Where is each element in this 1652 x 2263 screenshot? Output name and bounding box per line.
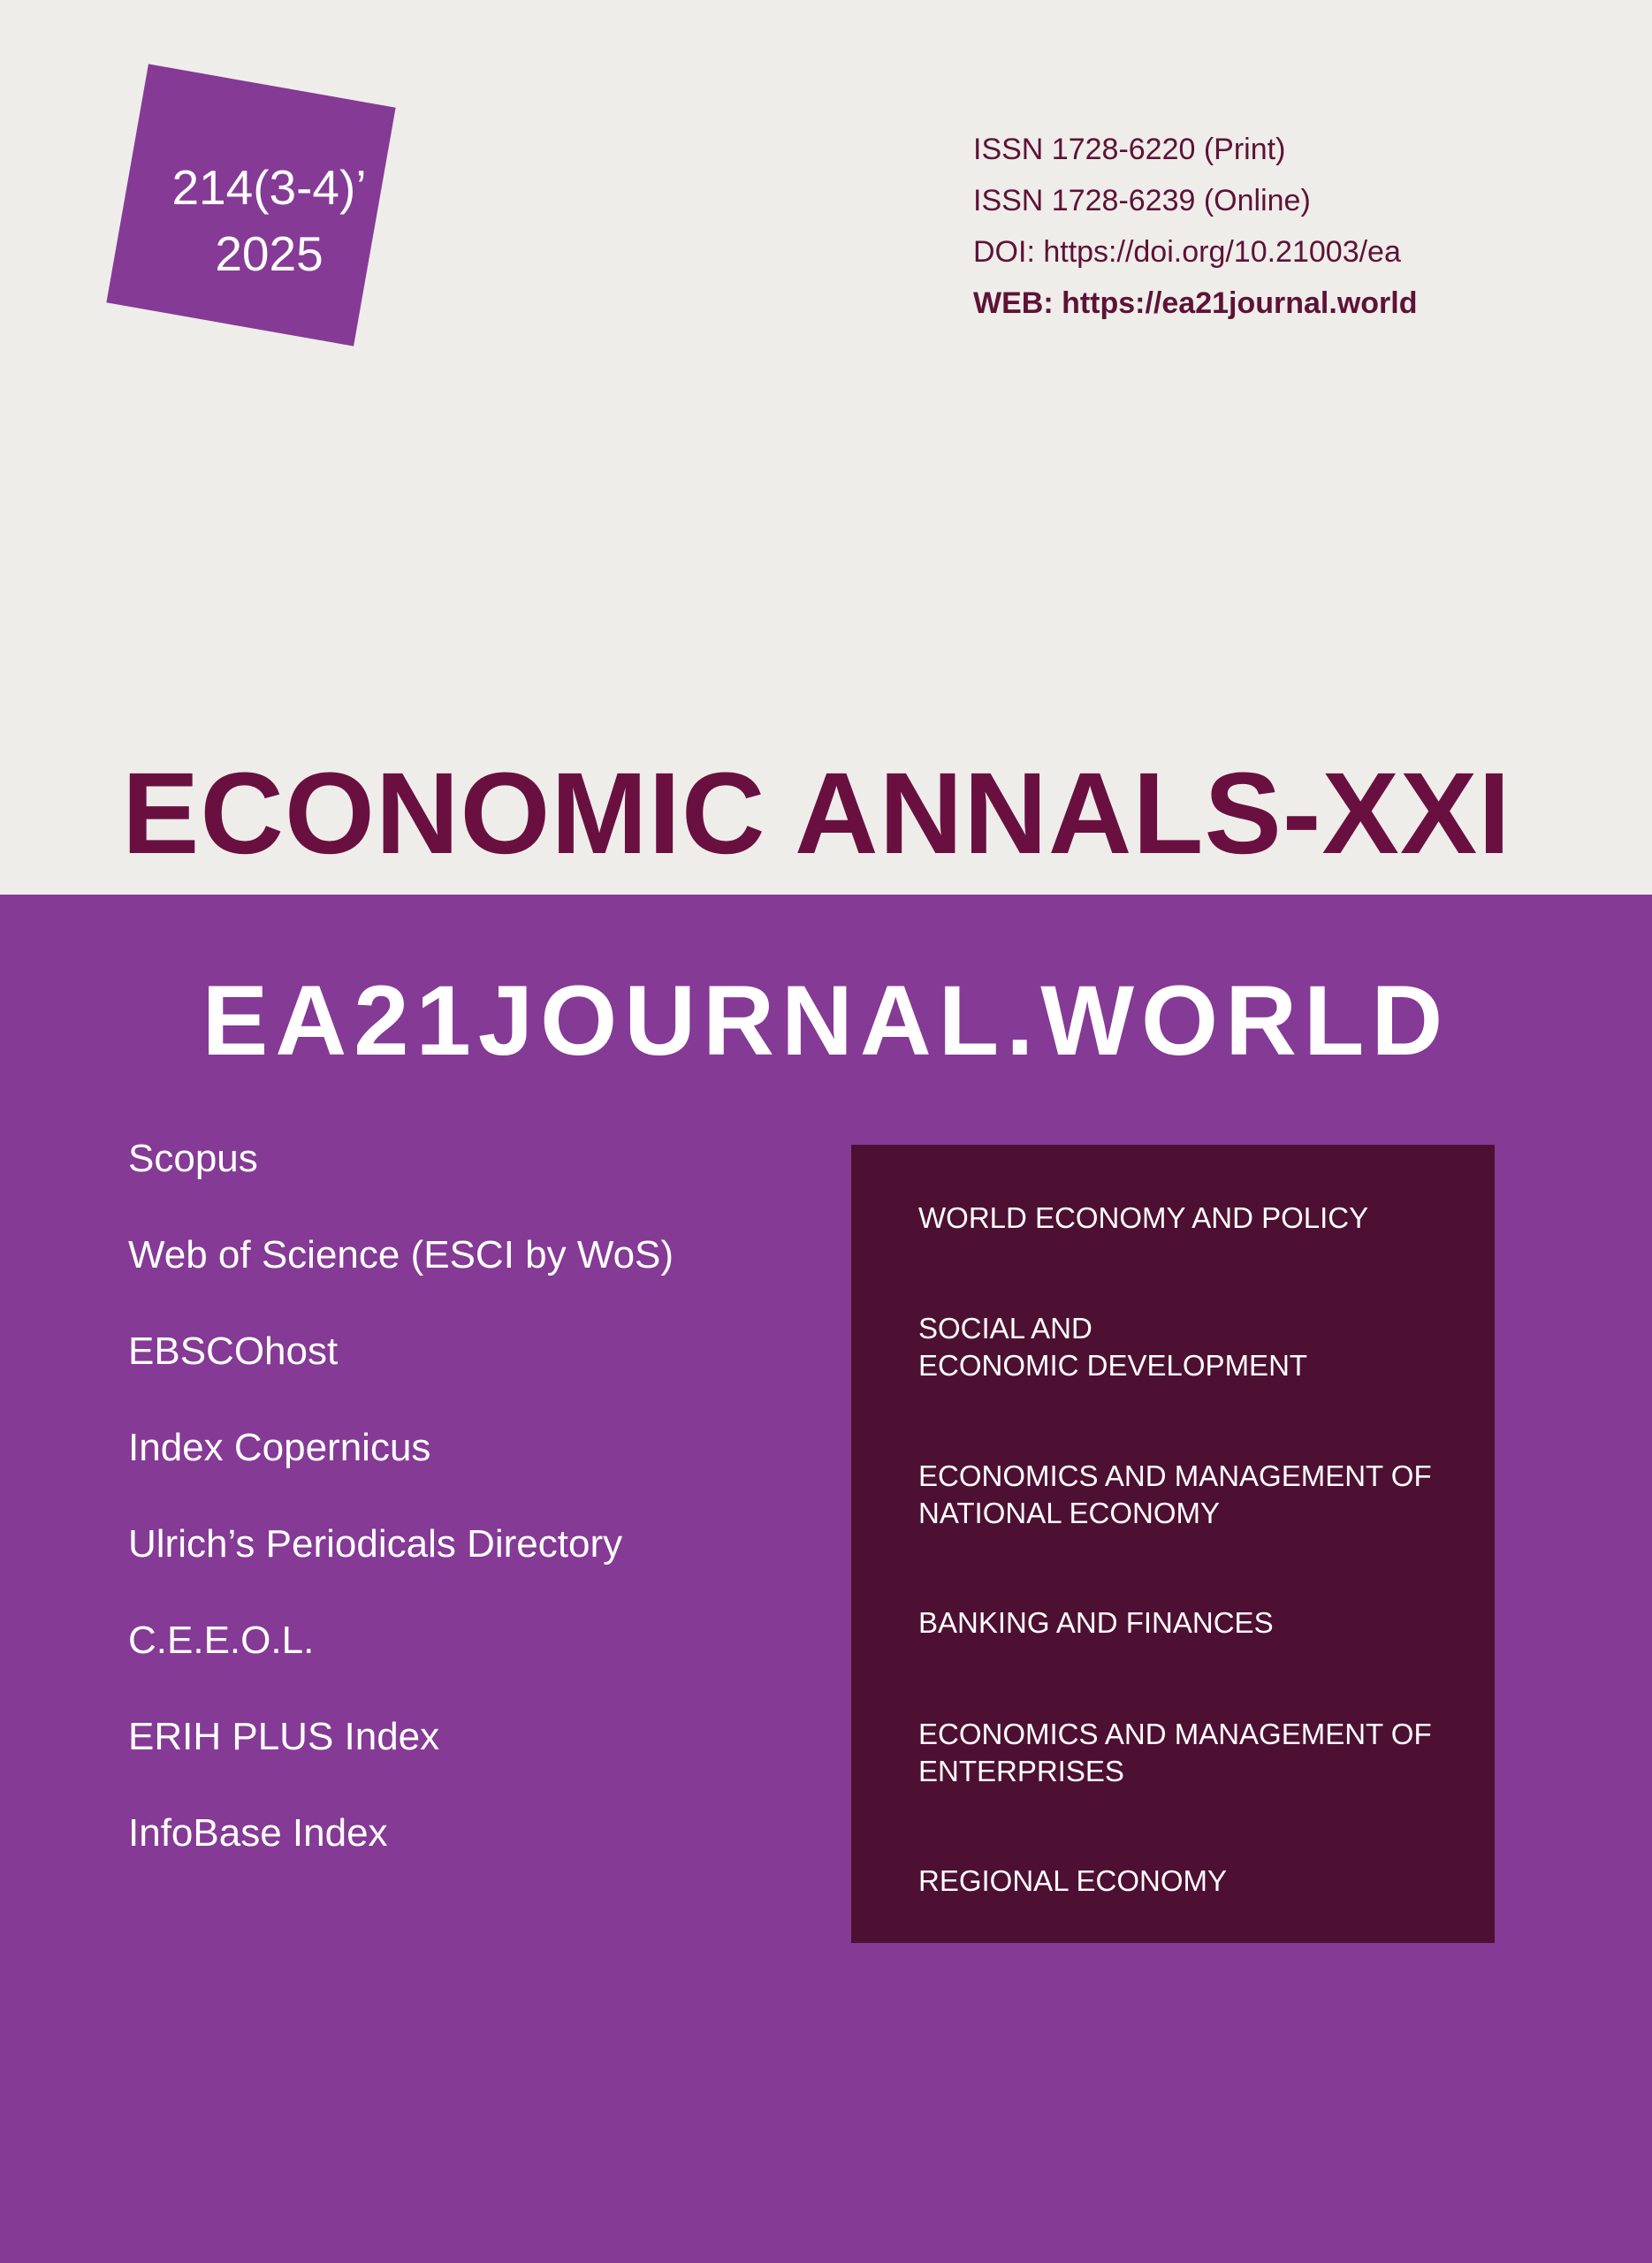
issue-number: 214(3-4)’	[171, 160, 367, 215]
section-line: BANKING AND FINANCES	[918, 1606, 1274, 1639]
section-line: REGIONAL ECONOMY	[918, 1864, 1227, 1897]
doi-text: DOI: https://doi.org/10.21003/ea	[973, 235, 1401, 269]
indexing-item: EBSCOhost	[128, 1330, 339, 1373]
section-item	[918, 1863, 1484, 1900]
journal-title: ECONOMIC ANNALS-XXI	[122, 748, 1511, 878]
indexing-item: Ulrich’s Periodicals Directory	[128, 1522, 623, 1566]
section-line: SOCIAL AND	[918, 1312, 1092, 1345]
indexing-item: Scopus	[128, 1137, 258, 1180]
section-line: NATIONAL ECONOMY	[918, 1497, 1221, 1529]
identifiers-block	[973, 124, 1417, 329]
section-line: ECONOMICS AND MANAGEMENT OF	[918, 1718, 1432, 1750]
section-line: ECONOMICS AND MANAGEMENT OF	[918, 1459, 1432, 1492]
section-item	[918, 1200, 1484, 1237]
web-link[interactable]: WEB: https://ea21journal.world	[973, 286, 1418, 320]
indexing-item: ERIH PLUS Index	[128, 1715, 440, 1758]
section-item	[918, 1310, 1484, 1384]
indexing-item: Index Copernicus	[128, 1426, 431, 1469]
indexing-item: C.E.E.O.L.	[128, 1619, 315, 1662]
section-item	[918, 1458, 1484, 1532]
section-item	[918, 1604, 1484, 1642]
section-line: WORLD ECONOMY AND POLICY	[918, 1201, 1369, 1234]
issue-year: 2025	[215, 226, 324, 281]
issue-label	[126, 155, 413, 287]
indexing-item: InfoBase Index	[128, 1811, 388, 1855]
journal-sections-panel	[851, 1145, 1495, 1943]
issn-online: ISSN 1728-6239 (Online)	[973, 184, 1311, 217]
section-line: ENTERPRISES	[918, 1755, 1124, 1787]
section-line: ECONOMIC DEVELOPMENT	[918, 1349, 1308, 1382]
indexing-item: Web of Science (ESCI by WoS)	[128, 1233, 674, 1276]
journal-website[interactable]: EA21JOURNAL.WORLD	[202, 965, 1450, 1076]
issn-print: ISSN 1728-6220 (Print)	[973, 133, 1286, 166]
indexing-list	[128, 1128, 674, 1899]
section-item	[918, 1716, 1484, 1790]
